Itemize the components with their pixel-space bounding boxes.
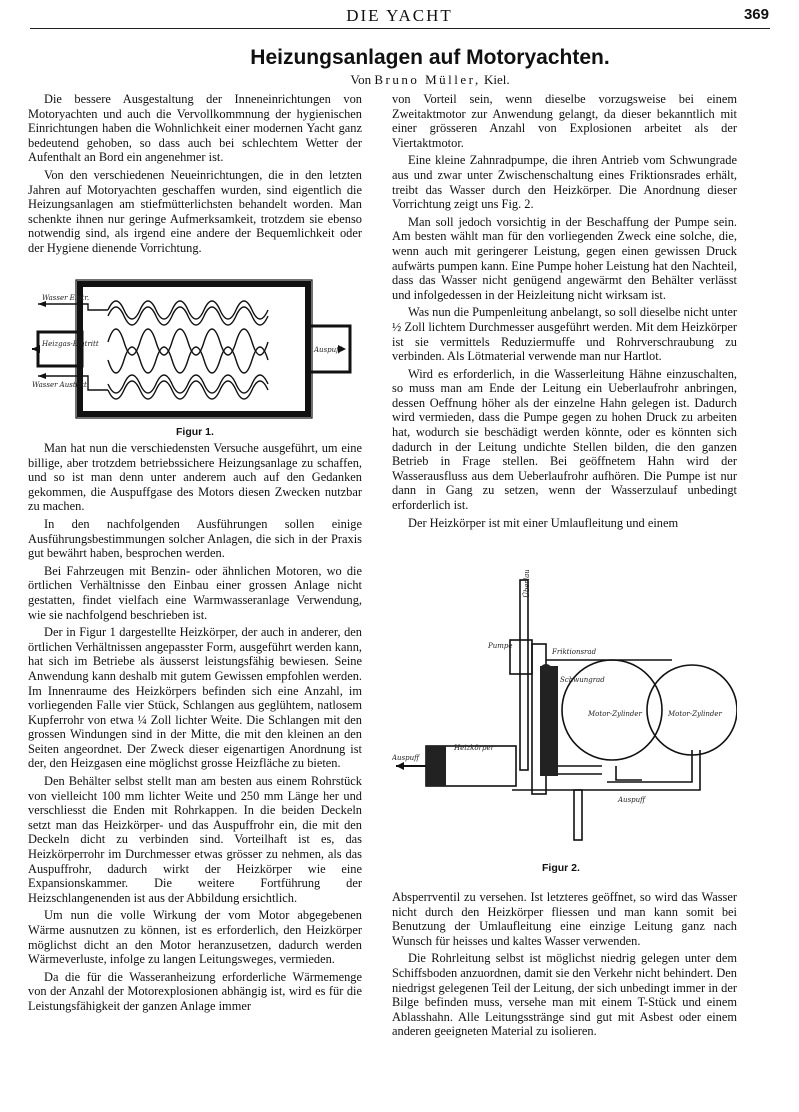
label-water-out: Wasser Austritt [32, 381, 87, 389]
left-column-bottom [28, 441, 362, 1017]
paragraph: Wird es erforderlich, in die Wasserleitung Hähne einzuschalten, so muss man am Ende der Leitung ein Ueberlaufrohr anbringen, dessen Oeffnung höher als der einzelne Hahn gelegen ist. Dadurch wird vermieden, dass die Pumpe gegen zu hohen Druck zu arbeiten hat, wodurch sie beschädigt werden könnte, oder es könnten sich dadurch in der Leitung undichte Stellen bilden, die den ganzen Betrieb in Frage stellen. Bei geöffnetem Hahn wird der Wasserausfluss aus dem Ueberlaufrohr aufhören. Die Pumpe ist nur dann in Gang zu setzen, wenn der Wasserzulauf unbedingt erforderlich ist. [392, 366, 737, 513]
label-exhaust-inlet: Auspuff [392, 754, 420, 762]
right-column-top [392, 92, 737, 533]
label-cylinder-1: Motor-Zylinder [588, 710, 642, 718]
header-rule [30, 28, 770, 29]
figure-1 [28, 270, 362, 440]
label-cylinder-2: Motor-Zylinder [668, 710, 722, 718]
paragraph: Man soll jedoch vorsichtig in der Beschaffung der Pumpe sein. Am besten wählt man für den vorliegenden Zweck eine solche, die, wenn auch mit geringerer Leistung, gegen einen gewissen Druck aufwärts pumpen kann. Eine Pumpe hoher Leistung hat den Nachteil, dass das Wasser nicht genügend angewärmt den Behälter verlässt und infolgedessen in der Heizleitung nicht wirksam ist. [392, 214, 737, 302]
paragraph: Was nun die Pumpenleitung anbelangt, so soll dieselbe nicht unter ½ Zoll lichtem Durchmesser ausgeführt werden. Mit dem Heizkörper ist sie vermittels Reduziermuffe und Rohrverschraubung zu verbinden. Als Lötmaterial verwende man nur Hartlot. [392, 305, 737, 364]
paragraph: Die bessere Ausgestaltung der Inneneinrichtungen von Motoryachten und auch die Vervollkommnung der hygienischen Einrichtungen haben die Wohnlichkeit einer modernen Yacht ganz bedeutend gehoben, so dass auch bei schlechtem Wetter der Aufenthalt an Bord ein angenehmer ist. [28, 92, 362, 165]
figure-2 [392, 570, 737, 880]
paragraph: In den nachfolgenden Ausführungen sollen einige Ausführungsbestimmungen solcher Anlagen, die sich in der Praxis gut bewährt haben, besprochen werden. [28, 516, 362, 561]
paragraph: Eine kleine Zahnradpumpe, die ihren Antrieb vom Schwungrade aus und zwar unter Zwischenschaltung eines Friktionsrades erhält, treibt das Wasser durch den Heizkörper. Die Anordnung dieser Vorrichtung zeigt uns Fig. 2. [392, 153, 737, 212]
label-overflow: Überlaufrohr [523, 570, 531, 598]
journal-title: DIE YACHT [346, 6, 453, 25]
label-flywheel: Schwungrad [560, 676, 605, 684]
paragraph: Die Rohrleitung selbst ist möglichst niedrig gelegen unter dem Schiffsboden anzuordnen, damit sie den Verkehr nicht behindert. Den niedrigst gelegenen Teil der Leitung, der sich unbedingt immer in der Bilge befinden muss, versehe man mit einem T-Stück und einem Ablasshahn. Alle Leitungsstränge sind gut mit Asbest oder einem anderen geeigneten Material zu isolieren. [392, 951, 738, 1039]
paragraph: Absperrventil zu versehen. Ist letzteres geöffnet, so wird das Wasser nicht durch den Heizkörper fliessen und man kann somit bei Benutzung der Umlaufleitung eine einzige Leitung ganz nach Wunsch für heisses und kaltes Wasser verwenden. [392, 890, 737, 948]
paragraph: Den Behälter selbst stellt man am besten aus einem Rohrstück von vielleicht 100 mm lichter Weite und 250 mm Länge her und verschliesst die Enden mit Rohrkappen. In die beiden Deckeln setzt man das Heizkörper- und das Auspuffrohr ein, die mit den Deckeln dicht zu verbinden sind. Vorteilhaft ist es, das Heizkörperrohr im Durchmesser etwas grösser zu nehmen, als das Auspuffrohr, dadurch wirkt der Heizkörper wie eine Expansionskammer. Die weitere Fortführung der Heizschlangenenden ist aus der Abbildung ersichtlich. [28, 774, 362, 905]
author-location: Kiel. [483, 72, 510, 87]
label-exhaust: Auspuff [314, 346, 342, 354]
figure-1-diagram [28, 270, 362, 440]
left-column-top [28, 92, 362, 259]
author-name: Bruno Müller, [374, 72, 481, 87]
article-title: Heizungsanlagen auf Motoryachten. [250, 46, 610, 69]
figure-2-caption: Figur 2. [542, 862, 580, 874]
running-head [0, 4, 799, 26]
flywheel [540, 666, 558, 776]
label-friction: Friktionsrad [552, 648, 597, 656]
label-water-in: Wasser Eintr. [42, 294, 90, 302]
heater-casing [80, 284, 308, 414]
figure-1-caption: Figur 1. [176, 426, 214, 438]
label-gas-in: Heizgas-Eintritt [42, 340, 99, 348]
paragraph: von Vorteil sein, wenn dieselbe vorzugsweise bei einem Zweitaktmotor zur Anwendung gelangt, da dieser bekanntlich mit einer grösseren Anzahl von Explosionen arbeitet als der Viertaktmotor. [392, 92, 737, 150]
label-heater: Heizkörper [454, 744, 494, 752]
label-pump: Pumpe [488, 642, 513, 650]
paragraph: Um nun die volle Wirkung der vom Motor abgegebenen Wärme ausnutzen zu können, ist es erforderlich, den Heizkörper möglichst dicht an den Motor heranzusetzen, dadurch werden Wärmeverluste, infolge zu langen Leitungsweges, vermieden. [28, 908, 362, 967]
arrow-icon [396, 762, 404, 770]
friction-wheel [540, 664, 552, 676]
paragraph: Man hat nun die verschiedensten Versuche ausgeführt, um eine billige, aber trotzdem betriebssichere Heizungsanlage zu schaffen, und so ist man denn unter anderem auch auf den Gedanken gekommen, die Auspuffgase des Motors diesen Zwecken nutzbar zu machen. [28, 441, 362, 514]
right-column-bottom [392, 890, 737, 1042]
heater-endcap [426, 746, 446, 786]
byline-prefix: Von [350, 72, 372, 87]
paragraph: Bei Fahrzeugen mit Benzin- oder ähnlichen Motoren, wo die örtlichen Verhältnisse den Einbau einer grossen Anlage nicht gestatten, findet vielfach eine Warmwasseranlage Verwendung, wie sie nachfolgend beschrieben ist. [28, 563, 362, 622]
paragraph: Der in Figur 1 dargestellte Heizkörper, der auch in anderer, den örtlichen Verhältnissen angepasster Form, ausgeführt werden kann, hat sich im Betriebe als äusserst leistungsfähig bewiesen. Seine Anwendung kann deshalb mit gutem Gewissen empfohlen werden. Im Innenraume des Heizkörpers befinden sich eine Anzahl, im vorliegenden Falle vier Stück, Schlangen aus geglühtem, natlosem Kupferrohr von etwa ¼ Zoll lichter Weite. Die Schlangen mit den grossen Windungen sind in der Mitte, die mit den kleinen an den Seiten angeordnet. Der Zweck dieser eigenartigen Anordnung ist der, den Heizgasen eine möglichst grosse Heizfläche zu bieten. [28, 625, 362, 771]
page-number: 369 [743, 6, 769, 23]
paragraph: Von den verschiedenen Neueinrichtungen, die in den letzten Jahren auf Motoryachten geschaffen wurden, sind eigentlich die Heizungsanlagen am stiefmütterlichsten behandelt worden. Man schenkte ihnen nur geringe Aufmerksamkeit, trotzdem sie ebenso notwendig sind, als irgend eine andere der Bequemlichkeit oder der Hygiene dienende Vorrichtung. [28, 167, 362, 255]
label-exhaust-outlet: Auspuff [618, 796, 646, 804]
heater-casing-outline [76, 280, 312, 418]
byline [150, 72, 710, 88]
paragraph: Der Heizkörper ist mit einer Umlaufleitung und einem [408, 515, 679, 530]
figure-2-diagram [392, 570, 737, 850]
paragraph: Da die für die Wasseranheizung erforderliche Wärmemenge von der Anzahl der Motorexplosionen abhängig ist, wird es für die Leistungsfähigkeit der ganzen Anlage immer [28, 969, 362, 1013]
